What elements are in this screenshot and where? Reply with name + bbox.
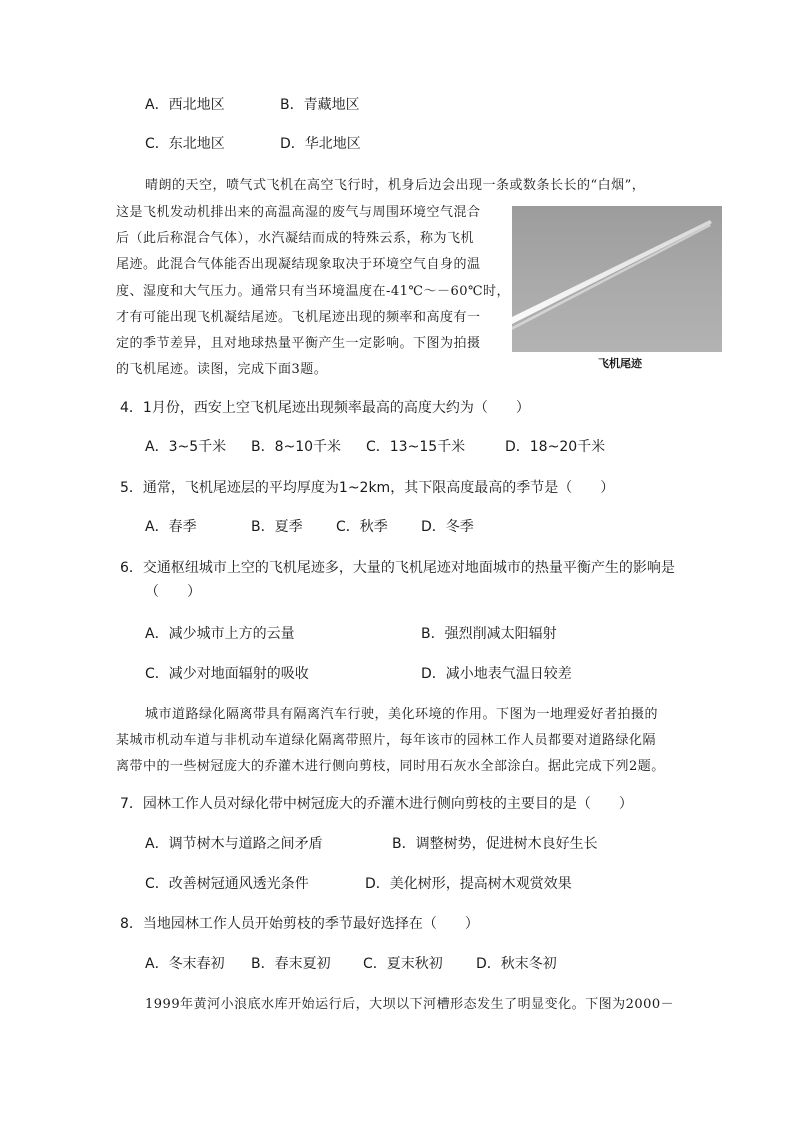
q4-option-b: B．8~10千米 (251, 439, 342, 455)
q7-option-d: D．美化树形，提高树木观赏效果 (365, 876, 572, 892)
q3-option-b: B．青藏地区 (280, 97, 360, 113)
q7-stem: 7．园林工作人员对绿化带中树冠庞大的乔灌木进行侧向剪枝的主要目的是（ ） (120, 796, 633, 812)
q5-option-d: D．冬季 (421, 519, 474, 535)
q6-option-a: A．减少城市上方的云量 (145, 626, 295, 642)
q6-option-d: D．减小地表气温日较差 (421, 666, 572, 682)
q5-option-a: A．春季 (145, 519, 197, 535)
q4-option-a: A．3~5千米 (145, 439, 227, 455)
q8-option-a: A．冬末春初 (145, 956, 225, 972)
passage1-line-1: 晴朗的天空，喷气式飞机在高空飞行时，机身后边会出现一条或数条长长的“白烟”， (145, 178, 646, 193)
q8-option-d: D．秋末冬初 (476, 956, 557, 972)
q7-option-c: C．改善树冠通风透光条件 (145, 876, 309, 892)
q5-option-c: C．秋季 (336, 519, 388, 535)
q4-option-c: C．13~15千米 (366, 439, 466, 455)
passage2-line-2: 某城市机动车道与非机动车道绿化隔离带照片，每年该市的园林工作人员都要对道路绿化隔 (116, 733, 657, 748)
q7-option-a: A．调节树木与道路之间矛盾 (145, 836, 323, 852)
q5-option-b: B．夏季 (251, 519, 303, 535)
contrail-photo (512, 206, 722, 352)
q7-option-b: B．调整树势，促进树木良好生长 (392, 836, 598, 852)
q8-option-c: C．夏末秋初 (363, 956, 443, 972)
passage1-line-6: 才有可能出现飞机凝结尾迹。飞机尾迹出现的频率和高度有一 (116, 310, 481, 325)
q6-stem: 6．交通枢纽城市上空的飞机尾迹多，大量的飞机尾迹对地面城市的热量平衡产生的影响是 (120, 560, 675, 576)
passage1-line-3: 后（此后称混合气体），水汽凝结而成的特殊云系，称为飞机 (116, 231, 475, 246)
q4-stem: 4．1月份，西安上空飞机尾迹出现频率最高的高度大约为（ ） (120, 400, 530, 416)
passage2-line-3: 离带中的一些树冠庞大的乔灌木进行侧向剪枝，同时用石灰水全部涂白。据此完成下列2题。 (116, 759, 665, 774)
passage1-line-8: 的飞机尾迹。读图，完成下面3题。 (116, 362, 328, 377)
passage2-line-1: 城市道路绿化隔离带具有隔离汽车行驶，美化环境的作用。下图为一地理爱好者拍摄的 (145, 707, 659, 722)
q3-option-d: D．华北地区 (280, 136, 361, 152)
q6-option-c: C．减少对地面辐射的吸收 (145, 666, 309, 682)
q8-option-b: B．春末夏初 (251, 956, 331, 972)
passage1-line-4: 尾迹。此混合气体能否出现凝结现象取决于环境空气自身的温 (116, 257, 481, 272)
q6-option-b: B．强烈削减太阳辐射 (421, 626, 557, 642)
q5-stem: 5．通常，飞机尾迹层的平均厚度为1~2km，其下限高度最高的季节是（ ） (120, 480, 615, 496)
passage1-line-7: 定的季节差异，且对地球热量平衡产生一定影响。下图为拍摄 (116, 336, 481, 351)
q3-option-a: A．西北地区 (145, 97, 225, 113)
q3-option-c: C．东北地区 (145, 136, 225, 152)
q6-stem-bracket: （ ） (145, 584, 201, 600)
passage3-line-1: 1999年黄河小浪底水库开始运行后，大坝以下河槽形态发生了明显变化。下图为2000－ (145, 997, 675, 1012)
passage1-line-2: 这是飞机发动机排出来的高温高湿的废气与周围环境空气混合 (116, 205, 481, 220)
passage1-line-5: 度、湿度和大气压力。通常只有当环境温度在-41℃～－60℃时， (116, 284, 511, 299)
q8-stem: 8．当地园林工作人员开始剪枝的季节最好选择在（ ） (120, 916, 479, 932)
q4-option-d: D．18~20千米 (505, 439, 606, 455)
photo-caption: 飞机尾迹 (598, 357, 642, 370)
